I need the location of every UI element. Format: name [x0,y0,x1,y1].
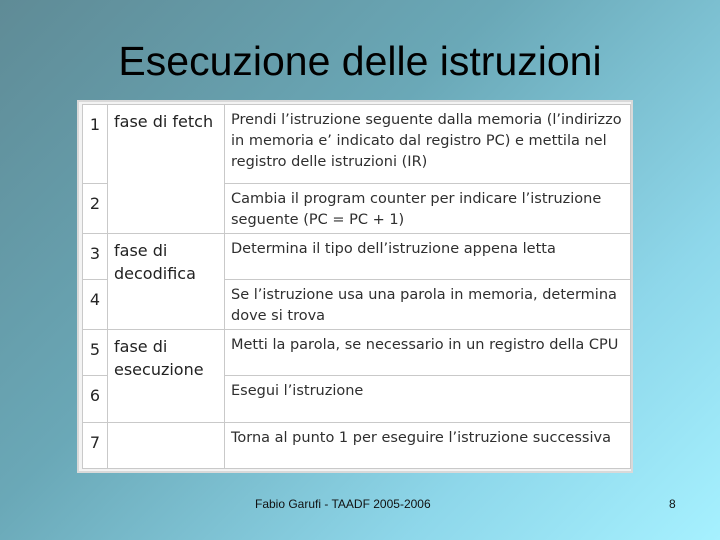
step-number: 4 [83,280,108,330]
table-row [83,105,631,184]
phase-fetch: fase di fetch [108,105,225,234]
footer-text: Fabio Garufi - TAADF 2005-2006 [255,497,431,511]
slide-title: Esecuzione delle istruzioni [118,38,602,84]
step-description: Esegui l’istruzione [225,376,631,423]
step-number: 2 [83,184,108,234]
step-description: Cambia il program counter per indicare l’istruzione seguente (PC = PC + 1) [225,184,631,234]
step-number: 7 [83,423,108,469]
step-number: 3 [83,234,108,280]
step-description: Prendi l’istruzione seguente dalla memoria (l’indirizzo in memoria e’ indicato dal registro PC) e mettila nel registro delle istruzioni (IR) [225,105,631,184]
phase-empty-cell [108,423,225,469]
step-description: Torna al punto 1 per eseguire l’istruzione successiva [225,423,631,469]
instruction-steps-table [82,104,631,469]
step-description: Se l’istruzione usa una parola in memoria, determina dove si trova [225,280,631,330]
table-row [83,423,631,469]
step-number: 5 [83,330,108,376]
step-number: 6 [83,376,108,423]
step-description: Determina il tipo dell’istruzione appena letta [225,234,631,280]
table-row [83,330,631,376]
step-description: Metti la parola, se necessario in un registro della CPU [225,330,631,376]
phase-decode: fase di decodifica [108,234,225,330]
step-number: 1 [83,105,108,184]
table-row [83,234,631,280]
instruction-table-frame [77,100,633,473]
phase-execute: fase di esecuzione [108,330,225,423]
page-number: 8 [669,497,676,511]
